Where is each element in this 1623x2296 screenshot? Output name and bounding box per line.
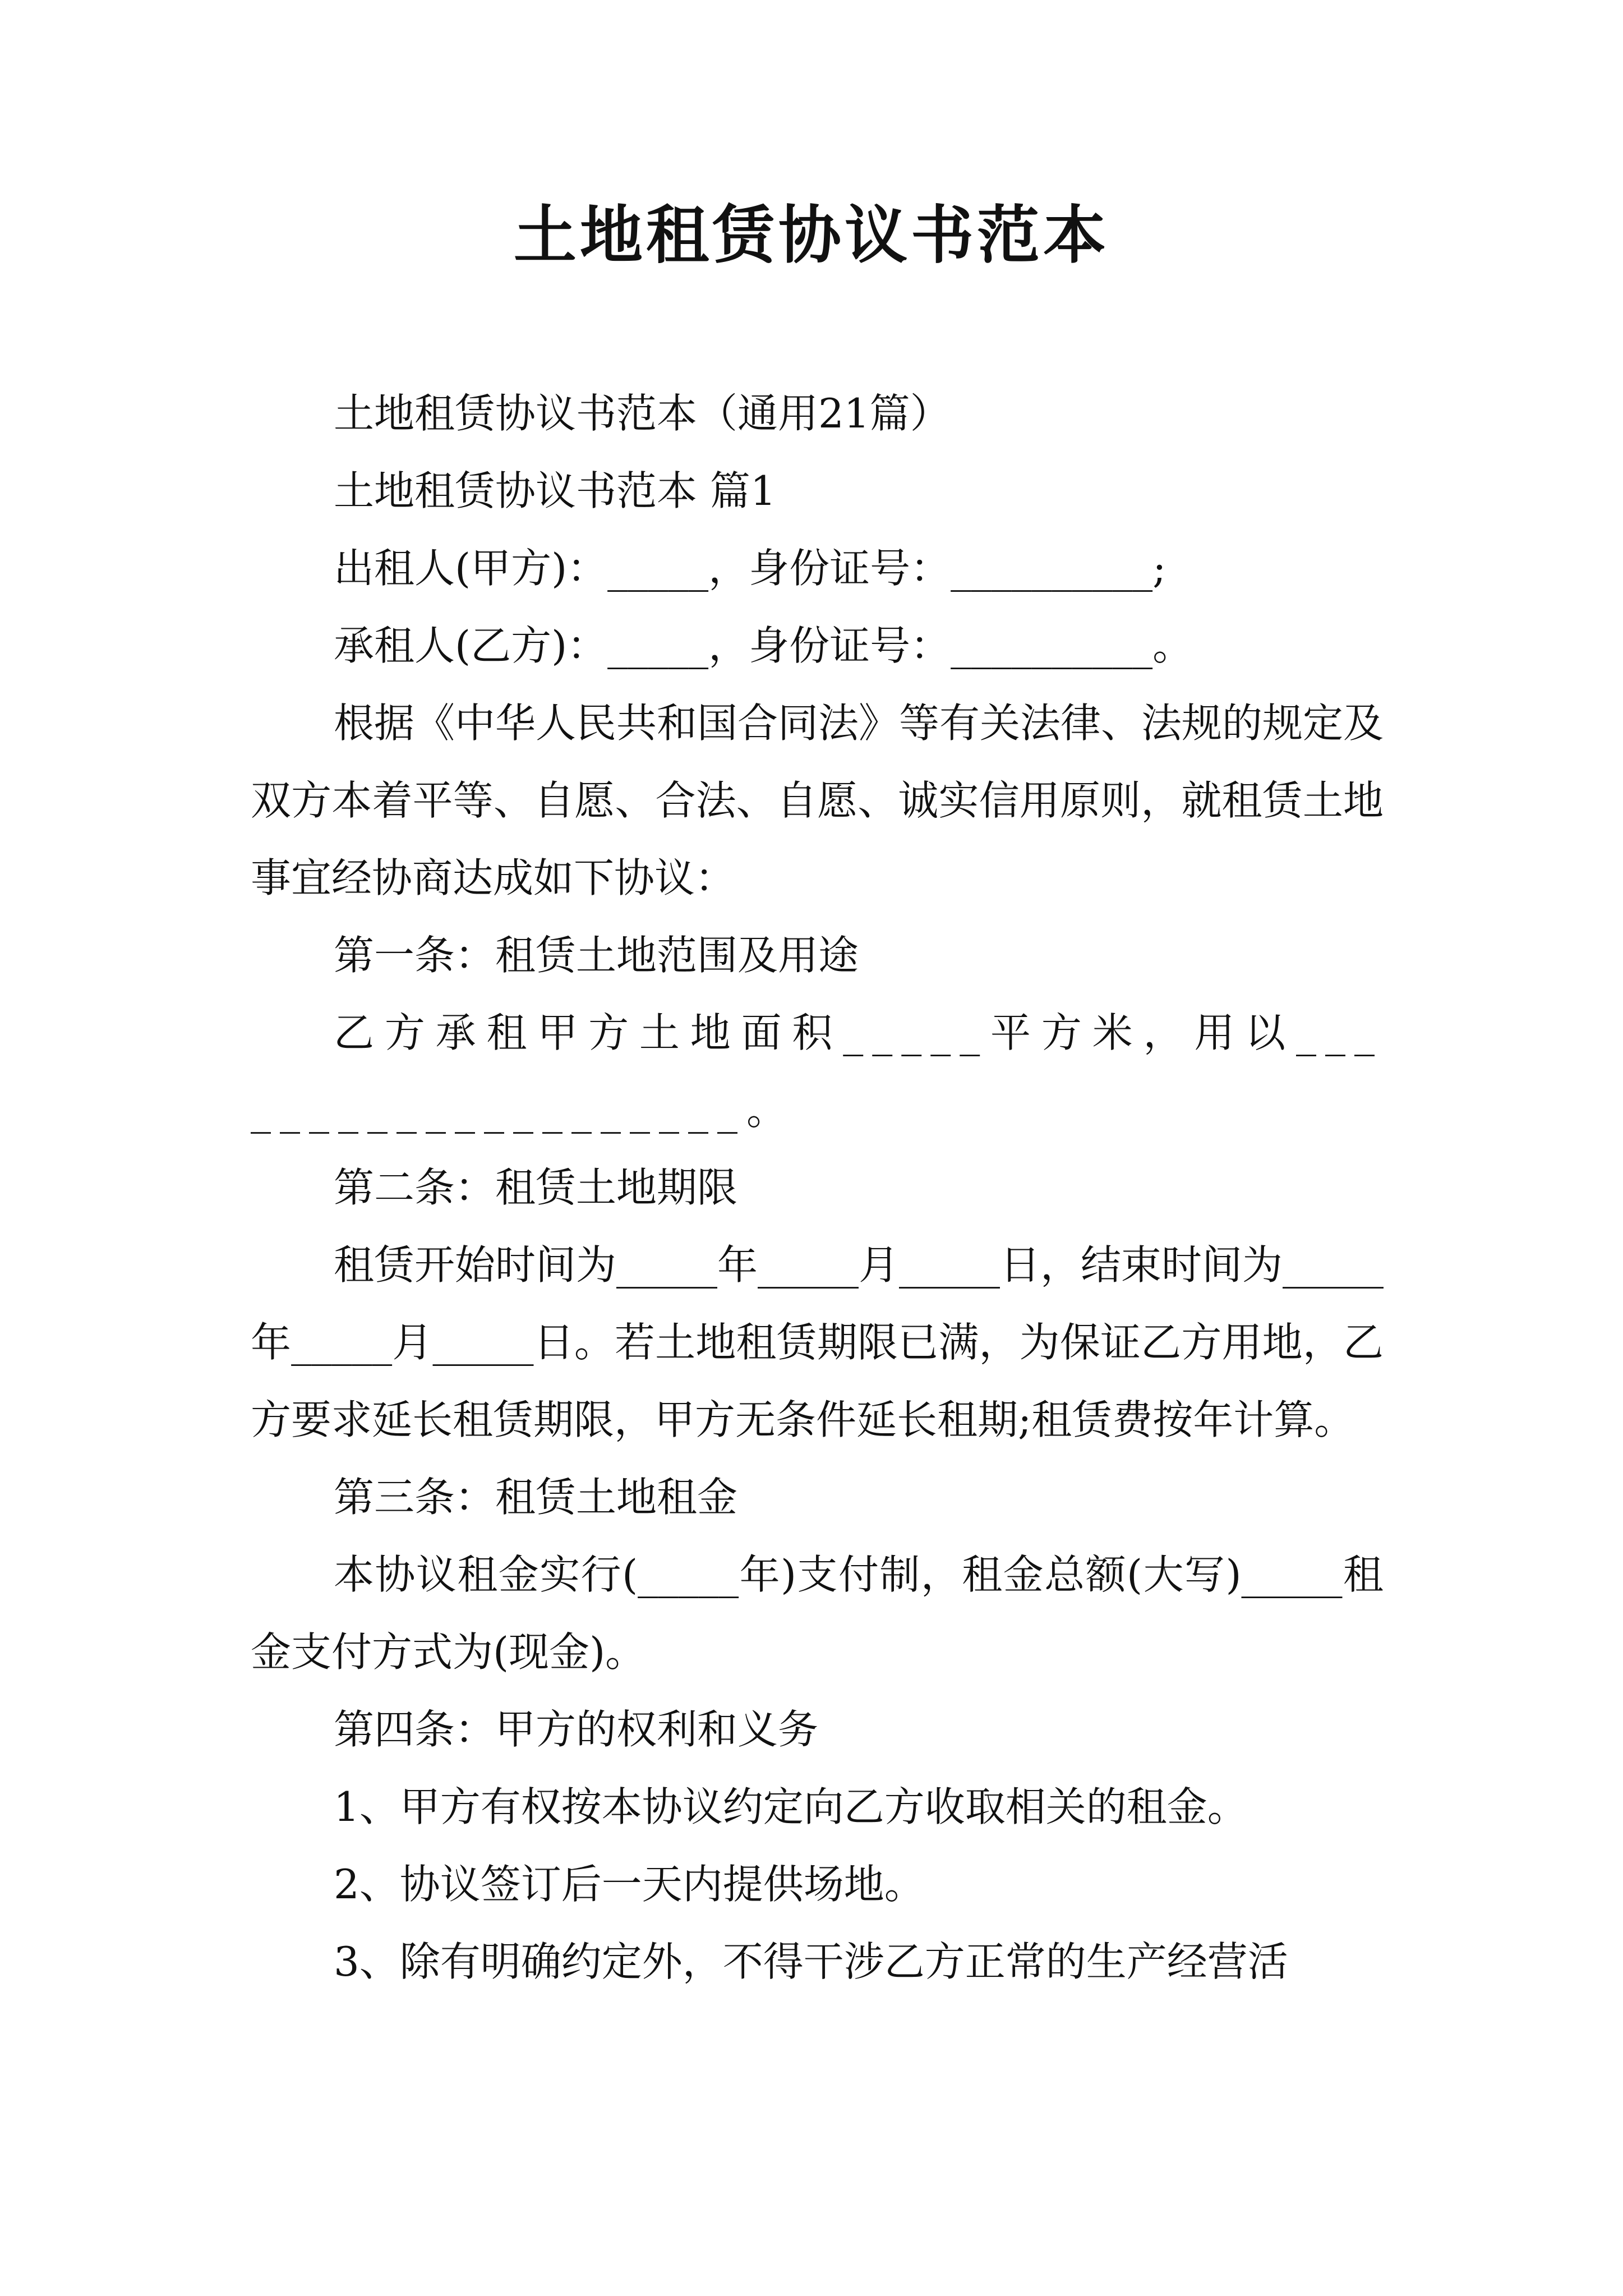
article-4-item-3: 3、除有明确约定外，不得干涉乙方正常的生产经营活	[334, 1938, 1288, 1985]
article-1-heading: 第一条：租赁土地范围及用途	[334, 932, 859, 979]
document-body	[251, 375, 1384, 2000]
document-title: 土地租赁协议书范本	[514, 199, 1109, 272]
paragraph-subtitle: 土地租赁协议书范本（通用21篇）	[334, 390, 951, 437]
article-3-text: 本协议租金实行(_____年)支付制，租金总额(大写)_____租金支付方式为(现金)。	[251, 1551, 1384, 1676]
paragraph-section-heading: 土地租赁协议书范本 篇1	[334, 467, 776, 514]
paragraph-lessee: 承租人(乙方)：_____，身份证号：__________。	[334, 622, 1193, 669]
article-2-text: 租赁开始时间为_____年_____月_____日，结束时间为_____年_____月_____日。若土地租赁期限已满，为保证乙方用地，乙方要求延长租赁期限，甲方无条件延长租期;租赁费按年计算。	[251, 1241, 1384, 1443]
article-4-item-2: 2、协议签订后一天内提供场地。	[334, 1861, 925, 1908]
article-2-heading: 第二条：租赁土地期限	[334, 1164, 738, 1211]
article-1-text: 乙方承租甲方土地面积_____平方米，用以____________________。	[251, 1009, 1384, 1134]
paragraph-preamble: 根据《中华人民共和国合同法》等有关法律、法规的规定及双方本着平等、自愿、合法、自愿、诚实信用原则，就租赁土地事宜经协商达成如下协议：	[251, 700, 1384, 901]
article-4-heading: 第四条：甲方的权利和义务	[334, 1706, 819, 1753]
paragraph-lessor: 出租人(甲方)：_____，身份证号：__________;	[334, 545, 1166, 592]
article-4-item-1: 1、甲方有权按本协议约定向乙方收取相关的租金。	[334, 1783, 1248, 1830]
article-3-heading: 第三条：租赁土地租金	[334, 1474, 738, 1521]
